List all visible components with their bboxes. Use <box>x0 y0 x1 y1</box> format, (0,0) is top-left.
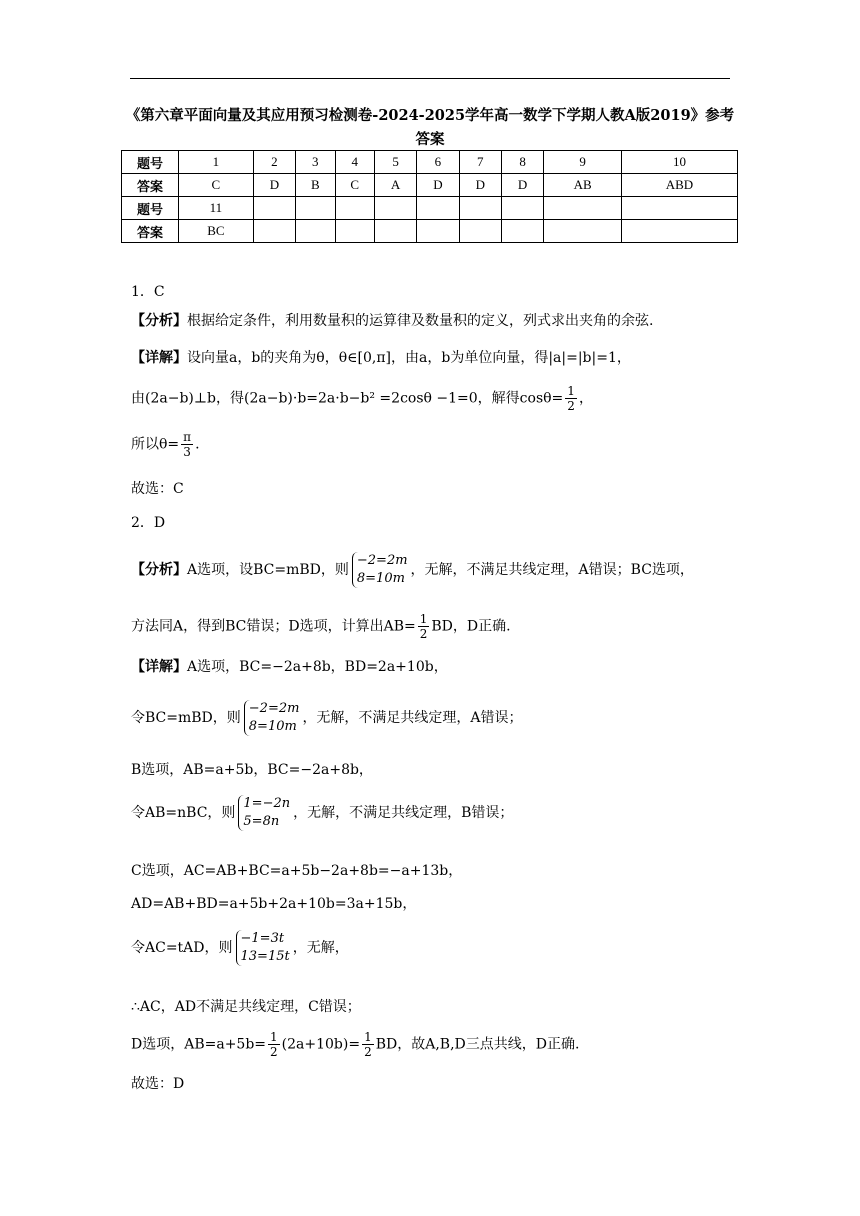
table-cell <box>544 220 622 243</box>
table-cell <box>296 220 335 243</box>
row-header: 题号 <box>122 197 179 220</box>
table-cell: D <box>253 174 295 197</box>
table-row <box>122 197 738 220</box>
q2-detail-d: D选项，AB=a+5b= $\frac{1}{2}$ (2a+10b)= $\frac{1}{2}$ BD，故A,B,D三点共线，D正确. <box>131 1030 580 1059</box>
header-rule <box>130 78 730 79</box>
table-cell <box>253 197 295 220</box>
table-cell: 2 <box>253 151 295 174</box>
equation-system: −2=2m 8=10m <box>352 552 408 588</box>
table-cell: BC <box>179 220 254 243</box>
row-header: 题号 <box>122 151 179 174</box>
q1-detail-2: 由(2a−b)⊥b，得(2a−b)·b=2a·b−b² =2cosθ −1=0，解得cosθ= $\frac{1}{2}$ ， <box>131 384 593 413</box>
table-cell: B <box>296 174 335 197</box>
answer-table <box>121 150 738 243</box>
table-row <box>122 220 738 243</box>
table-cell: D <box>459 174 501 197</box>
fraction: $\frac{1}{2}$ <box>567 384 575 413</box>
equation-system: −1=3t 13=15t <box>236 930 290 966</box>
q1-detail-3: 所以θ= $\frac{\pi}{3}$ . <box>131 430 200 459</box>
fraction: $\frac{1}{2}$ <box>270 1030 278 1059</box>
table-cell: ABD <box>621 174 737 197</box>
q2-detail-b1: B选项，AB=a+5b，BC=−2a+8b， <box>131 762 373 778</box>
table-cell <box>374 197 416 220</box>
detail-tag: 【详解】 <box>131 659 187 675</box>
table-cell: 6 <box>417 151 459 174</box>
q2-detail-a1: 【详解】A选项，BC=−2a+8b，BD=2a+10b， <box>131 659 448 675</box>
table-cell <box>459 197 501 220</box>
table-cell: C <box>179 174 254 197</box>
row-header: 答案 <box>122 220 179 243</box>
table-cell <box>501 220 543 243</box>
table-cell <box>335 220 374 243</box>
q1-answer: 故选：C <box>131 481 184 497</box>
q2-analysis-1: 【分析】A选项，设BC=mBD，则 −2=2m 8=10m ，无解，不满足共线定理，A错误；BC选项， <box>131 553 694 586</box>
table-cell <box>374 220 416 243</box>
q2-detail-b2: 令AB=nBC，则 1=−2n 5=8n ，无解，不满足共线定理，B错误； <box>131 796 514 829</box>
detail-text: 由(2a−b)⊥b，得(2a−b)·b=2a·b−b² =2cosθ −1=0，解得cosθ= <box>131 390 564 407</box>
analysis-tag: 【分析】 <box>131 562 187 578</box>
q1-analysis <box>131 310 653 330</box>
table-cell: C <box>335 174 374 197</box>
detail-tag: 【详解】 <box>131 350 187 366</box>
table-cell: D <box>417 174 459 197</box>
table-cell: D <box>501 174 543 197</box>
q2-answer: 故选：D <box>131 1076 185 1092</box>
table-cell: 10 <box>621 151 737 174</box>
table-cell: 8 <box>501 151 543 174</box>
table-cell <box>621 197 737 220</box>
fraction: $\frac{\pi}{3}$ <box>183 430 192 459</box>
fraction: $\frac{1}{2}$ <box>364 1030 372 1059</box>
table-cell: 9 <box>544 151 622 174</box>
table-cell <box>621 220 737 243</box>
fraction: $\frac{1}{2}$ <box>419 612 428 641</box>
table-cell <box>544 197 622 220</box>
table-row <box>122 151 738 174</box>
detail-text: 所以θ= <box>131 436 180 453</box>
page-title: 《第六章平面向量及其应用预习检测卷-2024-2025学年高一数学下学期人教A版2019》参考答案 <box>125 107 735 148</box>
table-cell <box>417 220 459 243</box>
q2-detail-c2: AD=AB+BD=a+5b+2a+10b=3a+15b， <box>131 896 417 912</box>
table-cell: 7 <box>459 151 501 174</box>
table-cell: 5 <box>374 151 416 174</box>
q2-number: 2．D <box>131 515 166 531</box>
detail-text: 设向量a，b的夹角为θ，θ∈[0,π]，由a，b为单位向量，得|a|=|b|=1， <box>187 350 631 366</box>
q1-number: 1．C <box>131 284 165 300</box>
table-cell <box>417 197 459 220</box>
q2-detail-c1: C选项，AC=AB+BC=a+5b−2a+8b=−a+13b， <box>131 863 463 879</box>
row-header: 答案 <box>122 174 179 197</box>
table-cell <box>253 220 295 243</box>
table-cell: 1 <box>179 151 254 174</box>
q2-detail-a2: 令BC=mBD，则 −2=2m 8=10m ，无解，不满足共线定理，A错误； <box>131 701 523 734</box>
q1-detail-1 <box>131 347 631 367</box>
q2-detail-c5: ∴AC，AD不满足共线定理，C错误； <box>131 999 361 1015</box>
table-cell <box>335 197 374 220</box>
equation-system: −2=2m 8=10m <box>244 700 300 736</box>
analysis-text: 根据给定条件，利用数量积的运算律及数量积的定义，列式求出夹角的余弦. <box>187 313 654 329</box>
table-cell <box>459 220 501 243</box>
equation-system: 1=−2n 5=8n <box>238 795 290 831</box>
table-cell: 3 <box>296 151 335 174</box>
q2-analysis-2: 方法同A，得到BC错误；D选项，计算出AB= $\frac{1}{2}$ BD，D正确. <box>131 612 511 641</box>
table-cell: AB <box>544 174 622 197</box>
q2-detail-c3: 令AC=tAD，则 −1=3t 13=15t ，无解， <box>131 931 349 964</box>
table-row <box>122 174 738 197</box>
table-cell: A <box>374 174 416 197</box>
table-cell: 11 <box>179 197 254 220</box>
table-cell: 4 <box>335 151 374 174</box>
analysis-tag: 【分析】 <box>131 313 187 329</box>
table-cell <box>296 197 335 220</box>
table-cell <box>501 197 543 220</box>
